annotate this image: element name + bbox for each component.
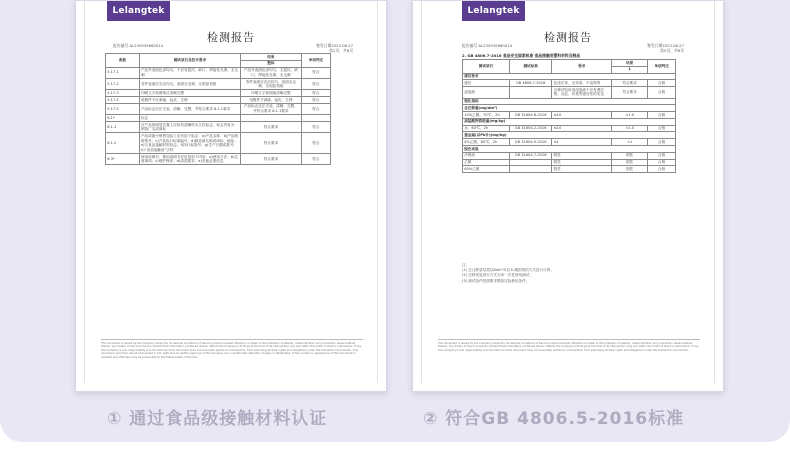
table-cell: <1.0 bbox=[612, 125, 648, 132]
table-cell: 阴性 bbox=[552, 166, 612, 173]
table-cell bbox=[301, 115, 330, 122]
table-cell: 乙醇 bbox=[463, 159, 510, 166]
table-cell: 10%乙醇，70℃，2h bbox=[463, 112, 510, 119]
table-row bbox=[106, 133, 331, 154]
table-cell: 色泽正常，无异臭、不洁物等 bbox=[552, 80, 612, 87]
table-cell: 65%乙醇 bbox=[463, 166, 510, 173]
right-standard-subtitle: 2. GB 4806.7-2016 食品安全国家标准 食品接触用塑料材料及制品 bbox=[462, 53, 581, 58]
section-label: 总迁移量(mg/dm²) bbox=[463, 105, 676, 112]
table-cell: 符合 bbox=[301, 103, 330, 114]
table-cell: 标志 bbox=[139, 115, 240, 122]
table-cell: 阴性 bbox=[612, 159, 648, 166]
table-cell: 阴性 bbox=[612, 152, 648, 159]
table-cell: GB 4806.7-2016 bbox=[509, 80, 552, 87]
left-report-title: 检测报告 bbox=[207, 31, 255, 44]
table-cell: 产品或最小销售包装上应有如下标志：a)产品名称；b)产品规格型号；c)产品执行标准编号；d)制造商名称或商标、地址；e)与食品接触材料标志；f)执行标准号；g)生产日期或批号；h)“食品接触用”字样 bbox=[139, 133, 240, 154]
table-cell: 符合 bbox=[301, 78, 330, 89]
left-report-number: 报告编号 AL230535660014 bbox=[113, 43, 164, 48]
right-results-table bbox=[462, 59, 676, 173]
right-report-meta bbox=[647, 43, 684, 53]
table-cell: 感官 bbox=[463, 80, 510, 87]
section-row bbox=[463, 73, 676, 80]
table-cell: 阴性 bbox=[612, 166, 648, 173]
right-report-page bbox=[421, 1, 715, 383]
table-row bbox=[463, 87, 676, 98]
table-cell: 水，60℃，2h bbox=[463, 125, 510, 132]
table-row bbox=[106, 90, 331, 97]
left-caption: ① 通过食品级接触材料认证 bbox=[107, 409, 328, 429]
table-cell: GB 31604.7-2016 bbox=[509, 152, 552, 159]
table-header: 测试项目 bbox=[463, 60, 510, 74]
table-cell bbox=[241, 115, 302, 122]
table-header: 结果 bbox=[241, 54, 302, 61]
table-cell: 印刷文字和图案应清晰完整 bbox=[139, 90, 240, 97]
section-row bbox=[463, 118, 676, 125]
table-row bbox=[106, 67, 331, 78]
table-cell: 产品外表面色泽均匀，不应有裂纹、缺口、焊接处光滑、无毛刺 bbox=[139, 67, 240, 78]
table-cell: 符合 bbox=[301, 153, 330, 164]
right-issue-date: 签发日期2023.06.27 bbox=[647, 43, 684, 48]
table-cell: 8.3* bbox=[106, 153, 140, 164]
table-row bbox=[106, 122, 331, 133]
table-cell: GB 31604.2-2016 bbox=[509, 125, 552, 132]
right-certificate-frame bbox=[412, 0, 724, 392]
table-cell: 符合 bbox=[301, 90, 330, 97]
table-cell: 符合 bbox=[301, 122, 330, 133]
table-cell: 符合 bbox=[301, 67, 330, 78]
table-header: 条款 bbox=[106, 54, 140, 68]
table-cell: <1 bbox=[612, 139, 648, 146]
table-cell: 符合 bbox=[301, 97, 330, 104]
right-notes bbox=[462, 263, 554, 284]
table-cell bbox=[509, 159, 552, 166]
left-report-meta bbox=[316, 43, 353, 53]
table-row bbox=[106, 97, 331, 104]
table-cell: GB 31604.8-2016 bbox=[509, 112, 552, 119]
table-cell: 5.17.1 bbox=[106, 67, 140, 78]
table-cell: 符合要求 bbox=[612, 80, 648, 87]
table-cell: 合格 bbox=[648, 166, 676, 173]
note-line: (3) 测试条件按照要求模拟实际使用条件。 bbox=[462, 278, 530, 283]
table-cell: 符合要求 bbox=[241, 133, 302, 154]
table-row bbox=[106, 103, 331, 114]
left-results-table bbox=[105, 53, 331, 165]
right-caption: ② 符合GB 4806.5-2016标准 bbox=[423, 409, 685, 429]
table-cell: 合格 bbox=[648, 80, 676, 87]
table-subheader: 整体 bbox=[241, 60, 302, 67]
table-cell: 电镀件不剥落、起皮、生锈 bbox=[241, 97, 302, 104]
section-label: 脱色试验 bbox=[463, 145, 676, 152]
table-row bbox=[463, 159, 676, 166]
note-line: (1) 总迁移量结果以6dm²对应1L模拟物的方式进行计算； bbox=[462, 268, 554, 273]
table-cell: GB 31604.9-2016 bbox=[509, 139, 552, 146]
table-cell: 电镀件不应剥落、起皮、生锈 bbox=[139, 97, 240, 104]
table-cell: 符合要求 bbox=[241, 153, 302, 164]
right-report-title: 检测报告 bbox=[544, 31, 592, 44]
table-cell: 阴性 bbox=[552, 159, 612, 166]
section-label: 理化指标 bbox=[463, 98, 676, 105]
table-row bbox=[106, 153, 331, 164]
table-cell: 零件表面应光洁均匀，表面无毛刺，无明显划痕 bbox=[241, 78, 302, 89]
table-row bbox=[463, 166, 676, 173]
table-row bbox=[463, 80, 676, 87]
table-cell: 8.1* bbox=[106, 115, 140, 122]
table-cell: 8.1.2 bbox=[106, 133, 140, 154]
table-cell: 使用说明书：使用说明书应包括如下内容：a)使用方法；b)注意事项；c)维护保养；d)清洗要求；e)其他必要信息 bbox=[139, 153, 240, 164]
table-cell: 合格 bbox=[648, 112, 676, 119]
right-fineprint: This document is issued by the Company subject to its General Conditions of Service printed overleaf. Attention is drawn to the limitation of liability, indemnification and jurisdiction issues defined therein. Any holder of this document is advised that information contained hereon reflects the Company's findings at the time of its intervention only and within the limits of Client's instructions, if any. The Company's sole responsibility is to its Client and this document does not exonerate parties to a transaction from exercising all their rights and obligations under the transaction documents. bbox=[438, 339, 700, 352]
left-issue-date: 签发日期2023.06.27 bbox=[316, 43, 353, 48]
section-row bbox=[463, 132, 676, 139]
note-line: 注： bbox=[462, 263, 470, 267]
right-report-number: 报告编号 AL230535660014 bbox=[462, 43, 513, 48]
table-cell: ≤10 bbox=[552, 125, 612, 132]
section-row bbox=[463, 98, 676, 105]
left-fineprint: This document is issued by the Company subject to its General Conditions of Service printed overleaf. Attention is drawn to the limitation of liability, indemnification and jurisdiction issues defined therein. Any holder of this document is advised that information contained hereon reflects the Company's findings at the time of its intervention only and within the limits of Client's instructions, if any. The Company's sole responsibility is to its Client and this document does not exonerate parties to a transaction from exercising all their rights and obligations under the transaction documents. This document cannot be reproduced except in full, without prior written approval of the Company. Any unauthorized alteration, forgery or falsification of the content or appearance of this document is unlawful and offenders may be prosecuted to the fullest extent of the law. bbox=[101, 339, 363, 359]
note-line: (2) 迁移试验进行方式为单一次性使用测试； bbox=[462, 273, 533, 278]
table-subheader: 1 bbox=[612, 66, 648, 73]
table-cell: 4%乙酸，60℃，2h bbox=[463, 139, 510, 146]
section-row bbox=[463, 105, 676, 112]
table-cell: 5.17.4 bbox=[106, 97, 140, 104]
table-header: 测试项目及技术要求 bbox=[139, 54, 240, 68]
table-cell: ≤1 bbox=[552, 139, 612, 146]
table-cell: 5.17.2 bbox=[106, 78, 140, 89]
table-cell: 在产品的明显位置上应标有清晰的永久性标志，标志内容为：制造厂名或商标 bbox=[139, 122, 240, 133]
table-cell: 合格 bbox=[648, 152, 676, 159]
table-cell: 符合 bbox=[301, 133, 330, 154]
table-cell: 冷餐油 bbox=[463, 152, 510, 159]
table-cell: 5.17.3 bbox=[106, 90, 140, 97]
table-cell: 产品标志应正式表、清晰、完整，并符合要求 8.1.1要求 bbox=[241, 103, 302, 114]
table-cell: 浸泡液 bbox=[463, 87, 510, 98]
table-cell bbox=[509, 87, 552, 98]
right-page-number: 第5页，共8页 bbox=[660, 48, 684, 53]
table-cell: 阴性 bbox=[552, 152, 612, 159]
table-row bbox=[463, 139, 676, 146]
table-row bbox=[463, 125, 676, 132]
brand-logo: Lelangtek bbox=[462, 1, 525, 21]
table-cell: 产品外表面色泽均匀，无裂纹、缺口，焊接处光滑、无毛刺 bbox=[241, 67, 302, 78]
table-cell bbox=[509, 166, 552, 173]
table-cell: 合格 bbox=[648, 125, 676, 132]
table-cell: 符合要求 bbox=[241, 122, 302, 133]
table-cell: 产品标志应正式表、清晰、完整，并符合要求 8.1.1要求 bbox=[139, 103, 240, 114]
section-row bbox=[463, 145, 676, 152]
brand-logo: Lelangtek bbox=[107, 1, 170, 21]
table-header: 单项判定 bbox=[301, 54, 330, 68]
section-label: 高锰酸钾消耗量(mg/kg) bbox=[463, 118, 676, 125]
table-header: 结果 bbox=[612, 60, 648, 67]
table-cell: 迁移试验所用浸泡液不应有漂浮物、沉淀、异臭等感官性的劣变 bbox=[552, 87, 612, 98]
table-row bbox=[463, 112, 676, 119]
section-label: 感官要求 bbox=[463, 73, 676, 80]
table-cell: 5.17.5 bbox=[106, 103, 140, 114]
table-cell: 合格 bbox=[648, 139, 676, 146]
section-label: 重金属(以Pb计)(mg/kg) bbox=[463, 132, 676, 139]
table-cell: 印刷文字和图案清晰完整 bbox=[241, 90, 302, 97]
table-row bbox=[463, 152, 676, 159]
table-cell: 8.1.1 bbox=[106, 122, 140, 133]
table-header: 要求 bbox=[552, 60, 612, 74]
table-header: 测试标准 bbox=[509, 60, 552, 74]
table-cell: 零件表面应光洁均匀，表面无毛刺，无明显划痕 bbox=[139, 78, 240, 89]
table-cell: ≤10 bbox=[552, 112, 612, 119]
table-header: 单项判定 bbox=[648, 60, 676, 74]
table-cell: 合格 bbox=[648, 159, 676, 166]
left-certificate-frame bbox=[75, 0, 387, 392]
table-row bbox=[106, 115, 331, 122]
left-page-number: 第2页，共8页 bbox=[329, 48, 353, 53]
table-cell: <1.0 bbox=[612, 112, 648, 119]
table-cell: 合格 bbox=[648, 87, 676, 98]
left-report-page bbox=[84, 1, 378, 383]
table-row bbox=[106, 78, 331, 89]
table-cell: 符合要求 bbox=[612, 87, 648, 98]
